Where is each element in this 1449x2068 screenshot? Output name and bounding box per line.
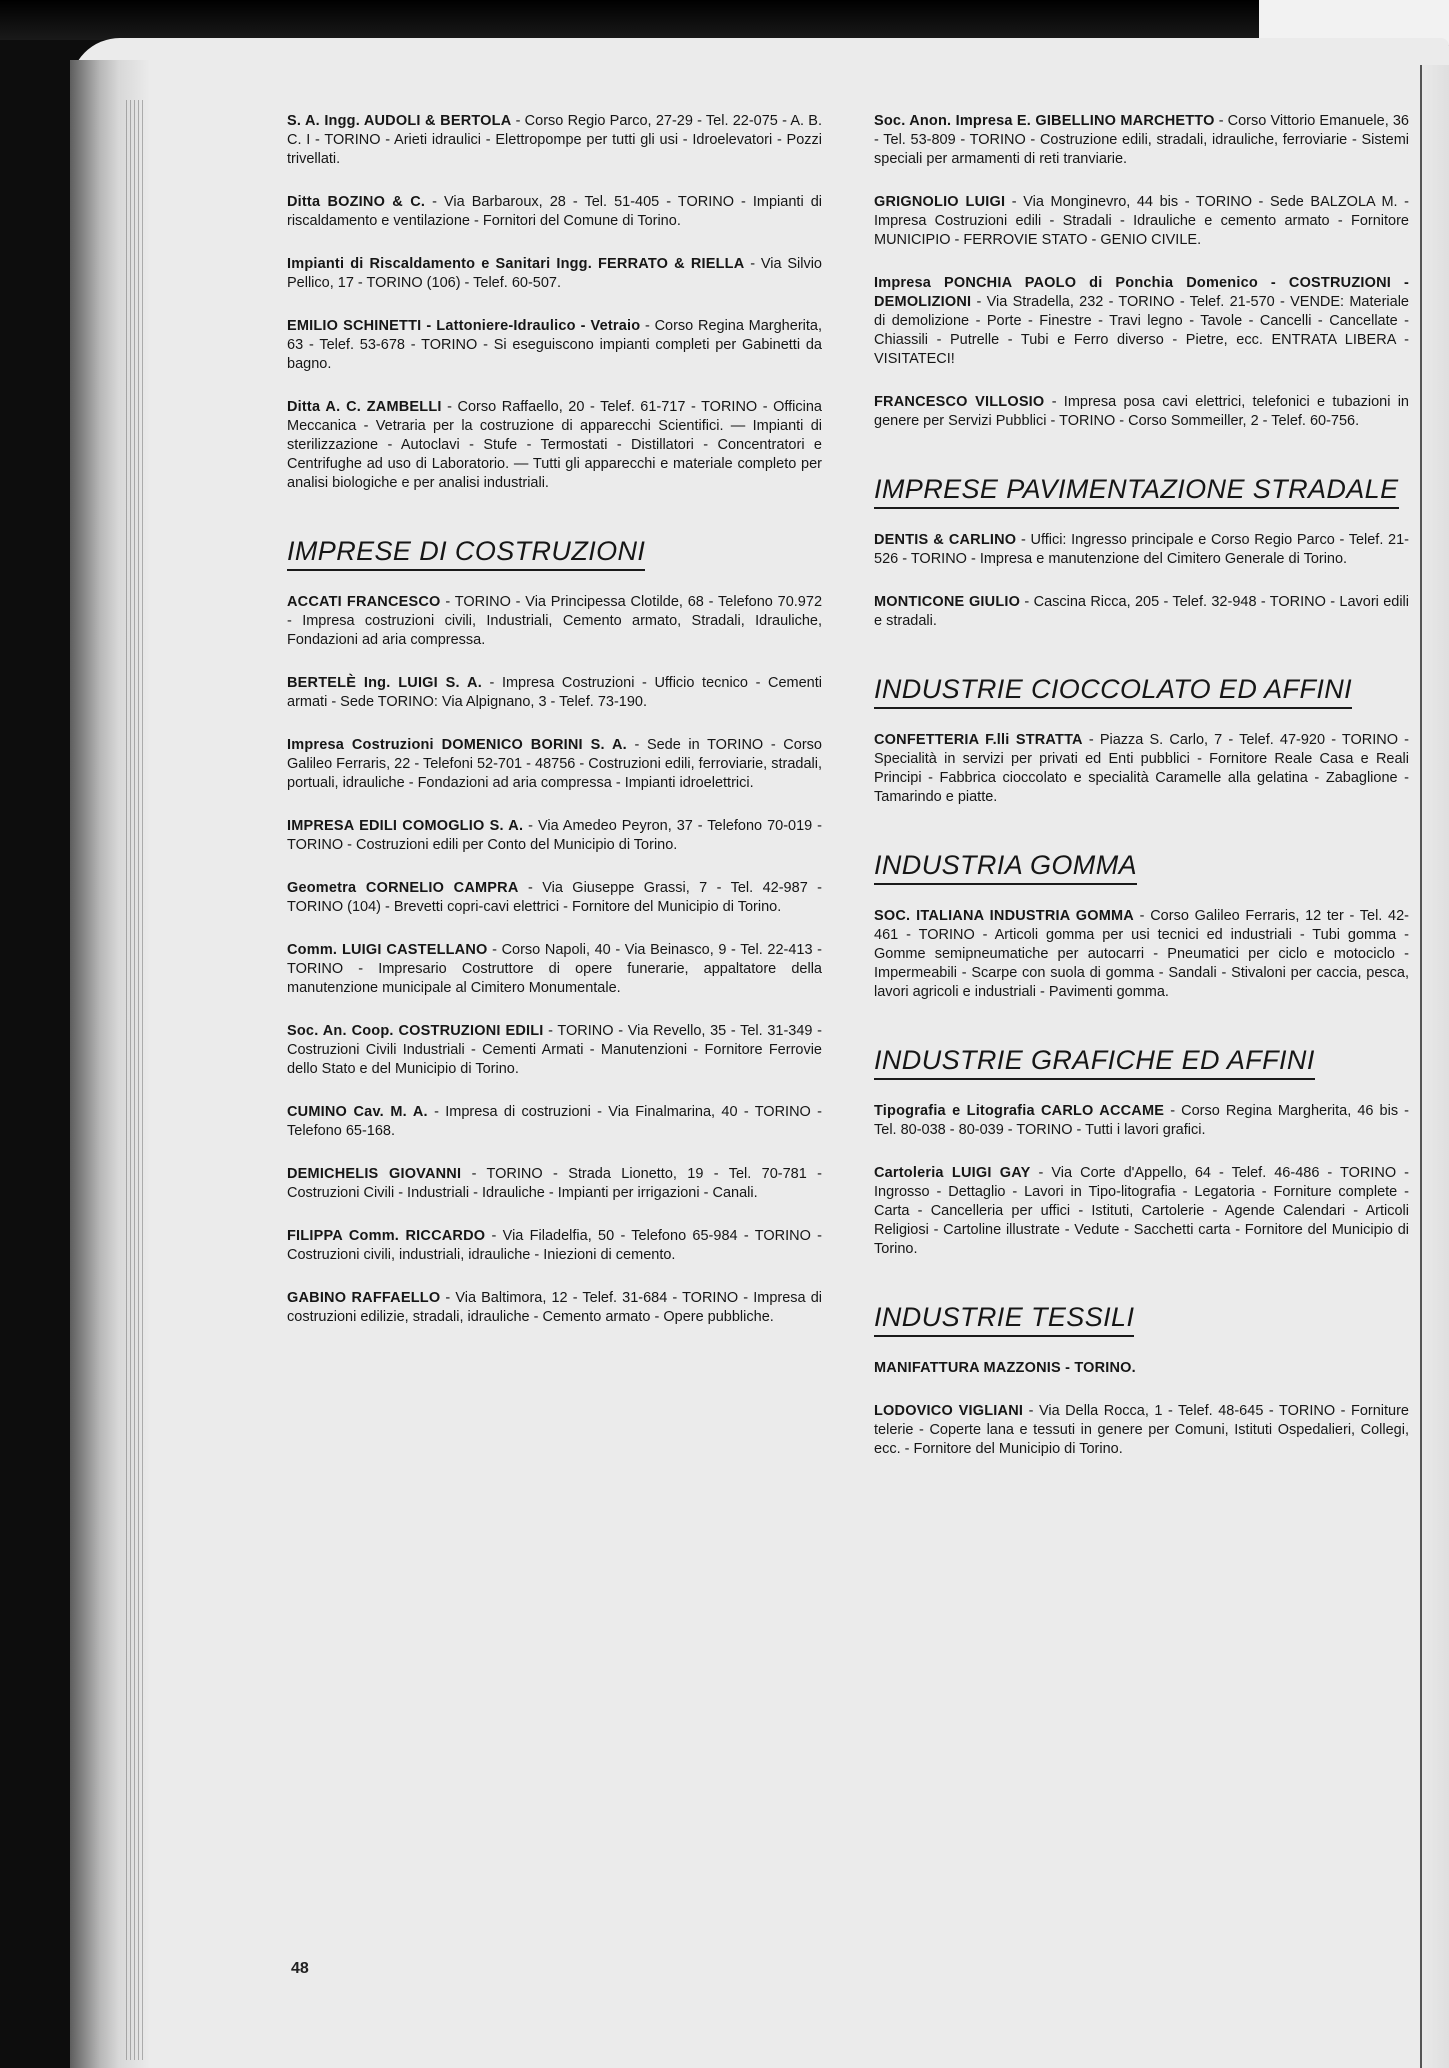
entry-details: - Via Barbaroux, 28 - Tel. 51-405 - TORINO - Impianti di riscaldamento e ventilazione - Fornitori del Comune di Torino. <box>287 194 822 229</box>
entry-details: - Sede in TORINO - Corso Galileo Ferraris, 22 - Telefoni 52-701 - 48756 - Costruzioni edili, ferroviarie, stradali, portuali, idrauliche - Fondazioni ad aria compressa - Impianti idroelettrici. <box>287 737 822 791</box>
entry-name: FILIPPA Comm. RICCARDO <box>287 1228 486 1244</box>
entry-name: GRIGNOLIO LUIGI <box>874 194 1006 210</box>
directory-entry <box>874 193 1409 250</box>
entry-details: - TORINO - Via Principessa Clotilde, 68 - Telefono 70.972 - Impresa costruzioni civili, Industriali, Cemento armato, Stradali, Idrauliche, Fondazioni ad aria compressa. <box>287 594 823 648</box>
entry-details: - Corso Regina Margherita, 46 bis - Tel. 80-038 - 80-039 - TORINO - Tutti i lavori grafici. <box>874 1103 1409 1138</box>
directory-entry <box>287 193 822 231</box>
entry-name: Comm. LUIGI CASTELLANO <box>287 942 488 958</box>
entry-name: Soc. An. Coop. COSTRUZIONI EDILI <box>287 1023 544 1039</box>
directory-entry <box>874 731 1409 807</box>
entry-details: - Via Giuseppe Grassi, 7 - Tel. 42-987 - TORINO (104) - Brevetti copri-cavi elettrici - Fornitore del Municipio di Torino. <box>287 880 823 915</box>
book-spine-shadow <box>70 60 120 2068</box>
entry-name: GABINO RAFFAELLO <box>287 1290 441 1306</box>
entry-details: - Via Monginevro, 44 bis - TORINO - Sede BALZOLA M. - Impresa Costruzioni edili - Stradali - Idrauliche e cemento armato - Fornitore MUNICIPIO - FERROVIE STATO - GENIO CIVILE. <box>874 194 1409 248</box>
directory-entry <box>874 531 1409 569</box>
directory-entry <box>287 1227 822 1265</box>
directory-entry <box>287 1022 822 1079</box>
entry-details: - Via Filadelfia, 50 - Telefono 65-984 - TORINO - Costruzioni civili, industriali, idrauliche - Iniezioni di cemento. <box>287 1228 822 1263</box>
directory-entry <box>287 593 822 650</box>
directory-entry <box>874 593 1409 631</box>
directory-entry <box>287 941 822 998</box>
entry-name: LODOVICO VIGLIANI <box>874 1403 1024 1419</box>
directory-entry <box>874 1359 1409 1378</box>
directory-entry <box>287 317 822 374</box>
directory-entry <box>874 907 1409 1002</box>
directory-entry <box>287 398 822 493</box>
entry-details: - Piazza S. Carlo, 7 - Telef. 47-920 - TORINO - Specialità in servizi per privati ed Enti pubblici - Fornitore Reale Casa e Reali Principi - Fabbrica cioccolato e specialità Caramelle alla gelatina - Zabaglione - Tamarindo e piatte. <box>874 732 1410 805</box>
entry-name: MONTICONE GIULIO <box>874 594 1021 610</box>
entry-details: - Via Amedeo Peyron, 37 - Telefono 70-019 - TORINO - Costruzioni edili per Conto del Municipio di Torino. <box>287 818 823 853</box>
directory-entry <box>287 879 822 917</box>
section-heading: IMPRESE DI COSTRUZIONI <box>287 535 645 571</box>
scan-top-shadow <box>0 0 1449 40</box>
entry-name: Impianti di Riscaldamento e Sanitari Ingg. FERRATO & RIELLA <box>287 256 745 272</box>
entry-name: Geometra CORNELIO CAMPRA <box>287 880 519 896</box>
entry-details: - Via Corte d'Appello, 64 - Telef. 46-486 - TORINO - Ingrosso - Dettaglio - Lavori in Tipo-litografia - Legatoria - Forniture complete - Carta - Cancelleria per uffici - Istituti, Cartolerie - Agende Calendari - Articoli Religiosi - Cartoline illustrate - Vedute - Sacchetti carta - Fornitore del Municipio di Torino. <box>874 1165 1409 1257</box>
entry-name: SOC. ITALIANA INDUSTRIA GOMMA <box>874 908 1134 924</box>
directory-entry <box>287 736 822 793</box>
directory-entry <box>874 393 1409 431</box>
directory-entry <box>287 674 822 712</box>
directory-entry <box>287 1165 822 1203</box>
entry-name: Ditta BOZINO & C. <box>287 194 426 210</box>
entry-details: - Via Baltimora, 12 - Telef. 31-684 - TORINO - Impresa di costruzioni edilizie, stradali, idrauliche - Cemento armato - Opere pubbliche. <box>287 1290 822 1325</box>
entry-name: Impresa PONCHIA PAOLO di Ponchia Domenico - COSTRUZIONI - DEMOLIZIONI <box>874 275 1409 310</box>
entry-name: CUMINO Cav. M. A. <box>287 1104 428 1120</box>
entry-details: - Cascina Ricca, 205 - Telef. 32-948 - TORINO - Lavori edili e stradali. <box>874 594 1409 629</box>
entry-name: Cartoleria LUIGI GAY <box>874 1165 1031 1181</box>
page-number: 48 <box>291 1960 309 1977</box>
directory-entry <box>874 1164 1409 1259</box>
directory-entry <box>287 1289 822 1327</box>
directory-entry <box>874 1102 1409 1140</box>
entry-name: Tipografia e Litografia CARLO ACCAME <box>874 1103 1165 1119</box>
entry-details: - Corso Regio Parco, 27-29 - Tel. 22-075 - A. B. C. I - TORINO - Arieti idraulici - Elettropompe per tutti gli usi - Idroelevatori - Pozzi trivellati. <box>287 113 822 167</box>
entry-details: - TORINO - Via Revello, 35 - Tel. 31-349 - Costruzioni Civili Industriali - Cementi Armati - Manutenzioni - Fornitore Ferrovie dello Stato e del Municipio di Torino. <box>287 1023 822 1077</box>
entry-name: ACCATI FRANCESCO <box>287 594 441 610</box>
entry-details: - Uffici: Ingresso principale e Corso Regio Parco - Telef. 21-526 - TORINO - Impresa e manutenzione del Cimitero Generale di Torino. <box>874 532 1409 567</box>
entry-details: - Via Della Rocca, 1 - Telef. 48-645 - TORINO - Forniture telerie - Coperte lana e tessuti in genere per Comuni, Istituti Ospedalieri, Collegi, ecc. - Fornitore del Municipio di Torino. <box>874 1403 1409 1457</box>
entry-name: CONFETTERIA F.lli STRATTA <box>874 732 1083 748</box>
directory-entry <box>287 112 822 169</box>
entry-details: - Corso Vittorio Emanuele, 36 - Tel. 53-809 - TORINO - Costruzione edili, stradali, idrauliche, ferroviarie - Sistemi speciali per armamenti di reti tranviarie. <box>874 113 1409 167</box>
directory-entry <box>287 1103 822 1141</box>
section-heading: INDUSTRIE GRAFICHE ED AFFINI <box>874 1044 1315 1080</box>
page-right-edge <box>1420 65 1449 2068</box>
section-heading: INDUSTRIE TESSILI <box>874 1301 1134 1337</box>
directory-entry <box>874 112 1409 169</box>
section-heading: IMPRESE PAVIMENTAZIONE STRADALE <box>874 473 1399 509</box>
entry-details: - Impresa posa cavi elettrici, telefonici e tubazioni in genere per Servizi Pubblici - TORINO - Corso Sommeiller, 2 - Telef. 60-756. <box>874 394 1409 429</box>
section-heading: INDUSTRIE CIOCCOLATO ED AFFINI <box>874 673 1352 709</box>
directory-entry <box>874 1402 1409 1459</box>
entry-name: Impresa Costruzioni DOMENICO BORINI S. A. <box>287 737 627 753</box>
directory-entry <box>287 817 822 855</box>
section-heading: INDUSTRIA GOMMA <box>874 849 1137 885</box>
entry-name: DENTIS & CARLINO <box>874 532 1017 548</box>
directory-entry <box>287 255 822 293</box>
entry-details: - Corso Napoli, 40 - Via Beinasco, 9 - Tel. 22-413 - TORINO - Impresario Costruttore di opere funerarie, appaltatore della manutenzione municipale al Cimitero Monumentale. <box>287 942 822 996</box>
entry-name: EMILIO SCHINETTI - Lattoniere-Idraulico - Vetraio <box>287 318 641 334</box>
entry-details: - Corso Galileo Ferraris, 12 ter - Tel. 42-461 - TORINO - Articoli gomma per usi tecnici ed industriali - Tubi gomma - Gomme semipneumatiche per autocarri - Pneumatici per ciclo e motociclo - Impermeabili - Scarpe con suola di gomma - Sandali - Stivaloni per caccia, pesca, lavori agricoli e industriali - Pavimenti gomma. <box>874 908 1409 1000</box>
entry-name: MANIFATTURA MAZZONIS - TORINO. <box>874 1360 1136 1376</box>
entry-details: - Impresa di costruzioni - Via Finalmarina, 40 - TORINO - Telefono 65-168. <box>287 1104 822 1139</box>
entry-details: - Impresa Costruzioni - Ufficio tecnico - Cementi armati - Sede TORINO: Via Alpignano, 3 - Telef. 73-190. <box>287 675 822 710</box>
entry-details: - TORINO - Strada Lionetto, 19 - Tel. 70-781 - Costruzioni Civili - Industriali - Idrauliche - Impianti per irrigazioni - Canali. <box>287 1166 822 1201</box>
entry-details: - Via Silvio Pellico, 17 - TORINO (106) - Telef. 60-507. <box>287 256 822 291</box>
entry-name: BERTELÈ Ing. LUIGI S. A. <box>287 675 482 691</box>
right-column <box>874 112 1409 1483</box>
entry-details: - Corso Raffaello, 20 - Telef. 61-717 - TORINO - Officina Meccanica - Vetraria per la costruzione di apparecchi Scientifici. — Impianti di sterilizzazione - Autoclavi - Stufe - Termostati - Distillatori - Concentratori e Centrifughe ad uso di Laboratorio. — Tutti gli apparecchi e materiale completo per analisi biologiche e per analisi industriali. <box>287 399 823 491</box>
entry-name: S. A. Ingg. AUDOLI & BERTOLA <box>287 113 512 129</box>
left-column <box>287 112 822 1351</box>
entry-name: Soc. Anon. Impresa E. GIBELLINO MARCHETTO <box>874 113 1215 129</box>
entry-name: DEMICHELIS GIOVANNI <box>287 1166 462 1182</box>
entry-details: - Corso Regina Margherita, 63 - Telef. 53-678 - TORINO - Si eseguiscono impianti completi per Gabinetti da bagno. <box>287 318 822 372</box>
directory-entry <box>874 274 1409 369</box>
entry-details: - Via Stradella, 232 - TORINO - Telef. 21-570 - VENDE: Materiale di demolizione - Porte - Finestre - Travi legno - Tavole - Cancelli - Cancellate - Chiassili - Putrelle - Tubi e Ferro diverso - Pietre, ecc. ENTRATA LIBERA - VISITATECI! <box>874 294 1409 367</box>
entry-name: IMPRESA EDILI COMOGLIO S. A. <box>287 818 524 834</box>
page-edge-lines <box>124 100 144 2060</box>
entry-name: FRANCESCO VILLOSIO <box>874 394 1045 410</box>
entry-name: Ditta A. C. ZAMBELLI <box>287 399 442 415</box>
